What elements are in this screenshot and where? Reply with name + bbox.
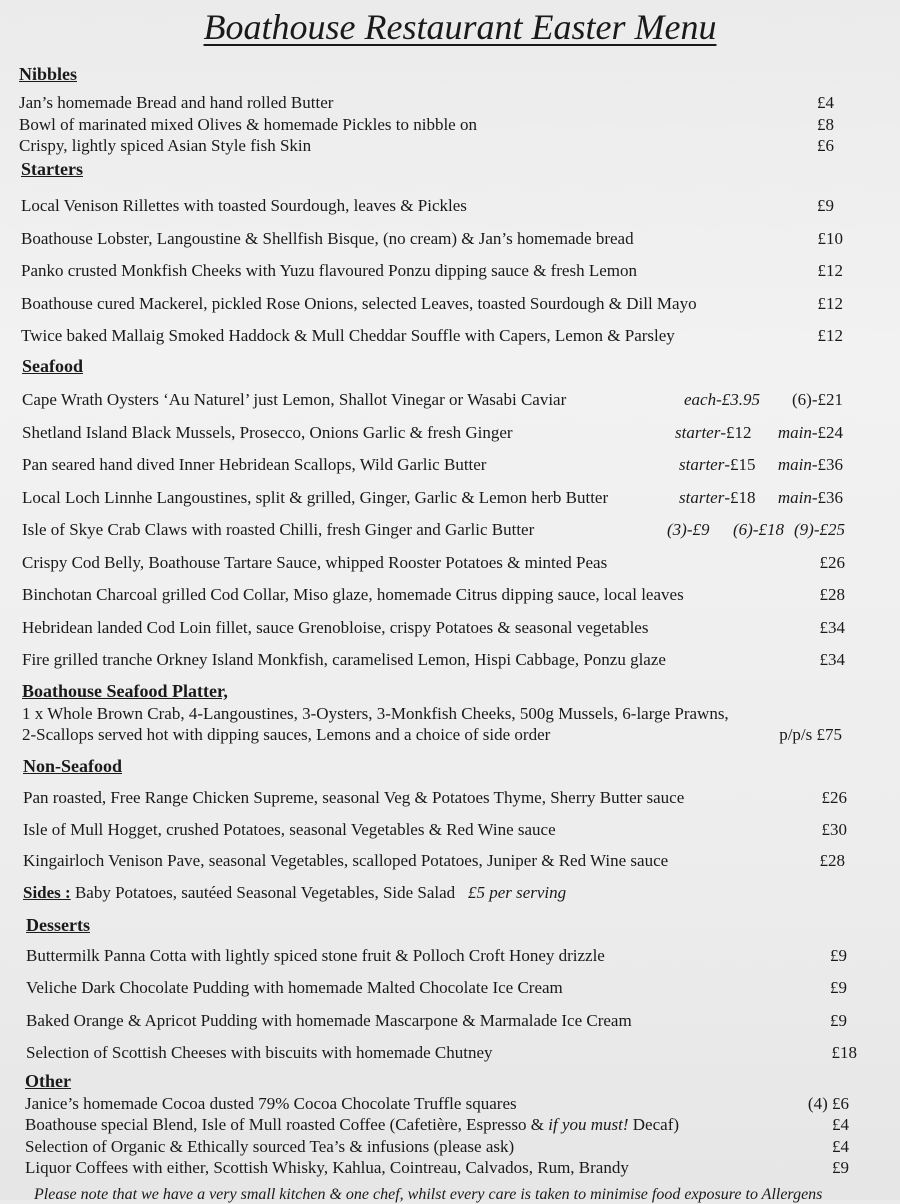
item-price: £4	[832, 1115, 849, 1134]
item-price: £9	[830, 1011, 847, 1030]
item-price: p/p/s £75	[779, 725, 842, 744]
item-name: Local Venison Rillettes with toasted Sourdough, leaves & Pickles	[21, 196, 467, 215]
item-name-part: Boathouse special Blend, Isle of Mull roasted Coffee (Cafetière, Espresso &	[25, 1115, 544, 1134]
menu-item	[22, 584, 845, 606]
item-option-price	[679, 454, 756, 476]
option-price: -£36	[811, 455, 843, 474]
item-name: Hebridean landed Cod Loin fillet, sauce Grenobloise, crispy Potatoes & seasonal vegetables	[22, 618, 649, 637]
sides-price: £5 per serving	[467, 883, 567, 902]
platter-description	[22, 724, 842, 746]
menu-item	[22, 487, 843, 509]
menu-item	[23, 819, 847, 841]
item-price: £9	[830, 946, 847, 965]
item-name: Crispy, lightly spiced Asian Style fish Skin	[19, 136, 312, 155]
menu-item	[25, 1093, 849, 1115]
item-price: £34	[819, 650, 845, 669]
option-label: starter	[679, 488, 725, 507]
item-name: Isle of Mull Hogget, crushed Potatoes, seasonal Vegetables & Red Wine sauce	[23, 820, 556, 839]
item-option-price	[684, 389, 760, 411]
item-option-price: (3)-£9	[667, 520, 710, 539]
section-heading-platter: Boathouse Seafood Platter,	[22, 681, 228, 701]
platter-description	[22, 703, 842, 725]
menu-item	[21, 325, 843, 347]
sides-line	[23, 882, 843, 904]
item-price: £8	[817, 115, 834, 134]
sides-text: Baby Potatoes, sautéed Seasonal Vegetables, Side Salad	[74, 883, 456, 902]
menu-item	[25, 1157, 849, 1179]
item-name: Janice’s homemade Cocoa dusted 79% Cocoa Chocolate Truffle squares	[25, 1094, 517, 1113]
section-heading-desserts: Desserts	[26, 915, 90, 935]
option-label: main	[777, 455, 812, 474]
option-label: starter	[675, 423, 721, 442]
item-option-price: (6)-£21	[792, 390, 843, 409]
menu-item	[22, 454, 843, 476]
menu-item	[21, 228, 843, 250]
section-heading-non-seafood: Non-Seafood	[23, 756, 123, 776]
item-option-price: (6)-£18	[733, 520, 784, 539]
menu-item	[22, 519, 845, 541]
item-option-price	[778, 454, 843, 476]
menu-item	[19, 114, 834, 136]
menu-item	[25, 1136, 849, 1158]
item-option-price	[778, 422, 843, 444]
item-option-price: (9)-£25	[794, 520, 845, 539]
item-name: Baked Orange & Apricot Pudding with homemade Mascarpone & Marmalade Ice Cream	[26, 1011, 632, 1030]
platter-line: 1 x Whole Brown Crab, 4-Langoustines, 3-Oysters, 3-Monkfish Cheeks, 500g Mussels, 6-large Prawns,	[22, 704, 729, 723]
menu-item	[26, 1010, 847, 1032]
item-name: Selection of Scottish Cheeses with biscuits with homemade Chutney	[26, 1043, 493, 1062]
item-name: Twice baked Mallaig Smoked Haddock & Mull Cheddar Souffle with Capers, Lemon & Parsley	[21, 326, 675, 345]
menu-item	[19, 92, 834, 114]
option-price: -£36	[811, 488, 843, 507]
item-price: £18	[831, 1043, 857, 1062]
item-price: £9	[830, 978, 847, 997]
item-price: £4	[817, 93, 834, 112]
page-title: Boathouse Restaurant Easter Menu	[203, 7, 717, 47]
item-name: Selection of Organic & Ethically sourced Tea’s & infusions (please ask)	[25, 1137, 515, 1156]
menu-item	[23, 850, 845, 872]
menu-item	[22, 649, 845, 671]
item-name: Cape Wrath Oysters ‘Au Naturel’ just Lemon, Shallot Vinegar or Wasabi Caviar	[22, 390, 567, 409]
menu-item	[26, 977, 847, 999]
item-price: £28	[819, 851, 845, 870]
item-name: Buttermilk Panna Cotta with lightly spiced stone fruit & Polloch Croft Honey drizzle	[26, 946, 605, 965]
section-heading-nibbles: Nibbles	[19, 64, 78, 84]
menu-item	[25, 1114, 849, 1136]
menu-item	[23, 787, 847, 809]
item-price: £6	[817, 136, 834, 155]
option-label: main	[777, 423, 812, 442]
section-heading-other: Other	[25, 1071, 71, 1091]
menu-item	[26, 1042, 857, 1064]
item-price: £28	[819, 585, 845, 604]
item-name: Boathouse cured Mackerel, pickled Rose Onions, selected Leaves, toasted Sourdough & Dill Mayo	[21, 294, 697, 313]
item-price: £26	[819, 553, 845, 572]
section-heading-starters: Starters	[21, 159, 83, 179]
item-name-emphasis: if you must!	[548, 1115, 629, 1134]
option-label: each	[684, 390, 717, 409]
item-name: Pan seared hand dived Inner Hebridean Scallops, Wild Garlic Butter	[22, 455, 487, 474]
item-name: Binchotan Charcoal grilled Cod Collar, Miso glaze, homemade Citrus dipping sauce, local leaves	[22, 585, 684, 604]
item-price: £26	[821, 788, 847, 807]
menu-item	[22, 389, 843, 411]
item-price: £34	[819, 618, 845, 637]
menu-item	[22, 552, 845, 574]
item-price: (4) £6	[807, 1094, 849, 1113]
item-price: £12	[817, 294, 843, 313]
section-heading-seafood: Seafood	[22, 356, 84, 376]
item-price: £4	[832, 1137, 849, 1156]
menu-item	[26, 945, 847, 967]
item-name-part: Decaf)	[632, 1115, 680, 1134]
option-price: -£3.95	[716, 390, 761, 409]
item-name: Local Loch Linnhe Langoustines, split & grilled, Ginger, Garlic & Lemon herb Butter	[22, 488, 609, 507]
sides-heading: Sides :	[23, 883, 71, 902]
item-option-price	[675, 422, 752, 444]
menu-item	[22, 422, 843, 444]
allergen-footer-note: Please note that we have a very small kitchen & one chef, whilst every care is taken to minimise food exposure to Allergens	[34, 1186, 823, 1203]
menu-item	[21, 260, 843, 282]
item-name: Jan’s homemade Bread and hand rolled Butter	[19, 93, 334, 112]
option-price: -£12	[720, 423, 752, 442]
item-price: £10	[817, 229, 843, 248]
option-price: -£15	[724, 455, 756, 474]
option-label: main	[777, 488, 812, 507]
item-option-price	[778, 487, 843, 509]
item-name: Crispy Cod Belly, Boathouse Tartare Sauce, whipped Rooster Potatoes & minted Peas	[22, 553, 608, 572]
option-price: -£24	[811, 423, 843, 442]
item-price: £12	[817, 261, 843, 280]
item-price: £9	[817, 196, 834, 215]
item-price: £12	[817, 326, 843, 345]
item-name: Pan roasted, Free Range Chicken Supreme, seasonal Veg & Potatoes Thyme, Sherry Butter sauce	[23, 788, 685, 807]
item-price: £30	[821, 820, 847, 839]
item-name: Veliche Dark Chocolate Pudding with homemade Malted Chocolate Ice Cream	[26, 978, 563, 997]
menu-item	[21, 195, 834, 217]
sides-content	[23, 882, 566, 904]
item-name: Boathouse Lobster, Langoustine & Shellfish Bisque, (no cream) & Jan’s homemade bread	[21, 229, 634, 248]
item-name	[25, 1114, 679, 1136]
menu-item	[19, 135, 834, 157]
platter-line: 2-Scallops served hot with dipping sauces, Lemons and a choice of side order	[22, 725, 551, 744]
item-price: £9	[832, 1158, 849, 1177]
option-label: starter	[679, 455, 725, 474]
item-name: Fire grilled tranche Orkney Island Monkfish, caramelised Lemon, Hispi Cabbage, Ponzu glaze	[22, 650, 666, 669]
item-name: Isle of Skye Crab Claws with roasted Chilli, fresh Ginger and Garlic Butter	[22, 520, 535, 539]
item-name: Bowl of marinated mixed Olives & homemade Pickles to nibble on	[19, 115, 477, 134]
item-option-price	[679, 487, 756, 509]
item-name: Shetland Island Black Mussels, Prosecco, Onions Garlic & fresh Ginger	[22, 423, 513, 442]
menu-item	[22, 617, 845, 639]
menu-item	[21, 293, 843, 315]
item-name: Liquor Coffees with either, Scottish Whisky, Kahlua, Cointreau, Calvados, Rum, Brandy	[25, 1158, 629, 1177]
option-price: -£18	[724, 488, 756, 507]
item-name: Kingairloch Venison Pave, seasonal Vegetables, scalloped Potatoes, Juniper & Red Wine sauce	[23, 851, 669, 870]
item-name: Panko crusted Monkfish Cheeks with Yuzu flavoured Ponzu dipping sauce & fresh Lemon	[21, 261, 637, 280]
